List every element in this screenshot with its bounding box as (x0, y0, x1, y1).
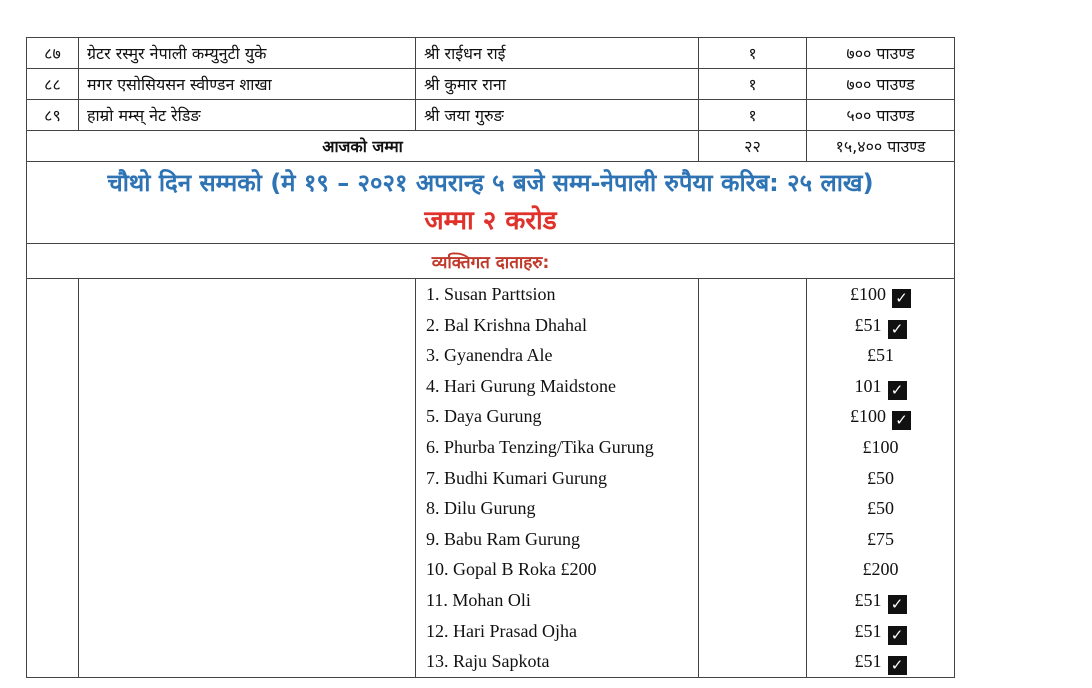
donation-amount: ५०० पाउण्ड (807, 100, 955, 131)
donor-amount: £51 (854, 651, 882, 672)
donor-name: 12. Hari Prasad Ojha (426, 620, 577, 641)
subheading-row (27, 244, 955, 279)
donor-amount-line (807, 371, 954, 402)
donor-amount-line (807, 554, 954, 585)
donation-amount: ७०० पाउण्ड (807, 69, 955, 100)
donor-amount: £100 (850, 284, 886, 304)
checkbox-checked-icon: ✓ (888, 320, 907, 339)
donor-name: 7. Budhi Kumari Gurung (426, 467, 607, 488)
donor-amount-line (807, 646, 954, 677)
table-row (27, 69, 955, 100)
donor-amount: £100 (862, 436, 899, 457)
donor-amount-line (807, 432, 954, 463)
total-count: २२ (699, 131, 807, 162)
donor-name: 13. Raju Sapkota (426, 651, 550, 672)
checkbox-checked-icon: ✓ (888, 656, 907, 675)
checkbox-checked-icon: ✓ (892, 289, 911, 308)
donor-amount-line (807, 616, 954, 647)
total-label: आजको जम्मा (27, 131, 699, 162)
checkbox-checked-icon: ✓ (892, 411, 911, 430)
donor-amount: 101 (854, 375, 882, 396)
donor-name: 1. Susan Parttsion (426, 284, 556, 304)
donor-amount-line (807, 463, 954, 494)
donor-amount-line (807, 310, 954, 341)
document-page (26, 37, 954, 678)
total-row (27, 131, 955, 162)
representative-name: श्री कुमार राना (416, 69, 699, 100)
summary-banner (27, 162, 955, 244)
donor-name: 4. Hari Gurung Maidstone (426, 375, 616, 396)
representative-name: श्री जया गुरुङ (416, 100, 699, 131)
donor-amount: £50 (867, 498, 894, 519)
total-amount: १५,४०० पाउण्ड (807, 131, 955, 162)
donor-count: १ (699, 38, 807, 69)
donor-amount: £51 (854, 314, 882, 335)
donor-amount-line (807, 493, 954, 524)
donor-amount: £51 (854, 589, 882, 610)
row-number: ८९ (27, 100, 79, 131)
donor-name: 9. Babu Ram Gurung (426, 528, 580, 549)
empty-cell (79, 279, 416, 678)
donor-amount-list (807, 279, 954, 677)
donor-names-cell (416, 279, 699, 678)
checkbox-checked-icon: ✓ (888, 381, 907, 400)
empty-cell (699, 279, 807, 678)
table-row (27, 100, 955, 131)
banner-grand-total: जम्मा २ करोड (424, 206, 557, 236)
table-row (27, 38, 955, 69)
organization-name: ग्रेटर रस्मुर नेपाली कम्युनुटी युके (79, 38, 416, 69)
donor-count: १ (699, 69, 807, 100)
donor-amount: £100 (850, 406, 886, 427)
donor-amount: £51 (854, 620, 882, 641)
donation-amount: ७०० पाउण्ड (807, 38, 955, 69)
summary-banner-row (27, 162, 955, 244)
donor-name: 8. Dilu Gurung (426, 498, 536, 519)
empty-cell (27, 279, 79, 678)
donor-amount: £51 (867, 345, 894, 366)
checkbox-checked-icon: ✓ (888, 626, 907, 645)
individual-donors-heading: व्यक्तिगत दाताहरु: (27, 244, 955, 279)
donor-name: 11. Mohan Oli (426, 589, 531, 610)
donor-name-list (416, 279, 698, 677)
individual-donors-row (27, 279, 955, 678)
banner-summary-text: चौथो दिन सम्मको (मे १९ – २०२१ अपरान्ह ५ बजे सम्म-नेपाली रुपैया करिब: २५ लाख) (107, 169, 874, 197)
donor-amount: £75 (867, 528, 894, 549)
organization-name: हाम्रो मम्स् नेट रेडिङ (79, 100, 416, 131)
donor-amount-line (807, 524, 954, 555)
donor-amount: £200 (862, 559, 899, 580)
donor-name: 3. Gyanendra Ale (426, 345, 553, 366)
donor-amount-line (807, 401, 954, 432)
donation-table (26, 37, 955, 678)
checkbox-checked-icon: ✓ (888, 595, 907, 614)
row-number: ८८ (27, 69, 79, 100)
donor-amount-line (807, 585, 954, 616)
row-number: ८७ (27, 38, 79, 69)
donor-amount: £50 (867, 467, 894, 488)
donor-amounts-cell (807, 279, 955, 678)
donor-name: 6. Phurba Tenzing/Tika Gurung (426, 436, 654, 457)
donor-amount-line (807, 279, 954, 310)
donor-name: 2. Bal Krishna Dhahal (426, 314, 587, 335)
donor-count: १ (699, 100, 807, 131)
donor-name: 10. Gopal B Roka £200 (426, 559, 597, 580)
representative-name: श्री राईधन राई (416, 38, 699, 69)
donor-name: 5. Daya Gurung (426, 406, 542, 427)
organization-name: मगर एसोसियसन स्वीण्डन शाखा (79, 69, 416, 100)
donor-amount-line (807, 340, 954, 371)
